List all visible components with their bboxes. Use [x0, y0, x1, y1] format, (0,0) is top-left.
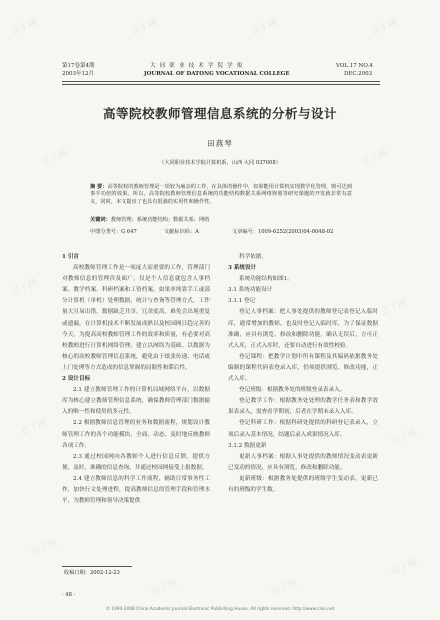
right-plain: 3.1 系统功能设计 [228, 287, 273, 294]
copyright-notice: © 1994-2008 China Academic Journal Electronic Publishing House. All rights reserved. http://www.cnki.net [105, 607, 335, 612]
clc-number: 中图分类号：G 647 [90, 229, 137, 235]
right-para: 更新人事档案：根据人事处提供的教师情况变动表更新已变动的情况，应具有浏览、修改和删除功能。 [228, 453, 378, 471]
header-journal-en: JOURNAL OF DATONG VOCATIONAL COLLEGE [144, 71, 290, 77]
article-number: 文章编号：1009-6252(2003)04-0048-02 [232, 229, 334, 235]
right-para: 登记人事档案：把人事处提供的教师登记表登记入临时库，通常增加的教师，也及时登记入临时库，为了保证数据准确，应具有浏览、修改和删除功能，确认无误后，方可正式入库，正式入库时，还要自动进行有效性校验。 [228, 309, 378, 349]
author-affiliation: （大同职业技术学院计算机系，山西 大同 037008） [159, 160, 281, 166]
right-para: 科学依据。 [239, 254, 267, 260]
header-rule-thin [62, 84, 380, 85]
header-journal-cn: 大 同 职 业 技 术 学 院 学 报 [150, 63, 244, 69]
left-para: 2.1 建立教师管理工作的计算机局域网络平台，以数据库为核心建立教师管理信息系统，确保教师管理部门数据输入的唯一性和使用的多元性。 [62, 387, 210, 416]
left-para: 高校教师管理工作是一项庞大而重要的工作，管理部门对教师信息的管理涉及面广，仅是个人信息就包含人事档案、教学档案、科研档案和工资档案。如果单纯靠手工或部分计算机（单机）处理数据，统计与查询等管理方式，工作量大且易出错，数据缺乏共享，冗余度高，难免会出现重复或遗漏。在计算机技术不断发展成熟以及校园网日趋完善的今天，为提高高校教师管理工作的效率和质量，有必要对高校教师进行计算机网络管理，建立以网络为基础、以数据为核心的高校教师管理信息系统，避免由于纸张传递、电话或上门处理等方式造成的信息掌握的局限性和滞后性。 [62, 265, 210, 371]
watermark-text: 豆丁网 [389, 428, 419, 448]
left-heading: 1 引言 [62, 254, 80, 260]
watermark-text: 豆丁网 [129, 18, 159, 38]
watermark-text: 豆丁网 [9, 18, 39, 38]
left-heading: 2 设计目标 [62, 376, 91, 383]
author-name: 田燕琴 [207, 139, 233, 148]
watermark-text: 豆丁网 [359, 148, 389, 168]
right-para: 系统功能结构如图1。 [239, 276, 293, 283]
right-para: 登记科研工作：根据科研处提供的科研登记表录入，立项后录入基本情况，结题后录入成果情况入库。 [228, 420, 378, 438]
header-rule-thick [62, 81, 380, 82]
article-title: 高等院校教师管理信息系统的分析与设计 [102, 106, 337, 121]
left-para: 2.4 建立教师信息的科学工作流程，辅助日常事务性工作，加快行文处理进程，提高教师信息的管理手段和管理水平，为教师管理和领导决策提供 [62, 475, 210, 505]
footnote-rule [62, 566, 132, 567]
right-para: 登记课程：把教学计划中所有课程及其编码依据教务处编制的课程代码表登录入库，仍须提供浏览、修改功能，正式入库。 [228, 353, 378, 383]
watermark-text: 豆丁网 [149, 578, 179, 598]
document-code: 文献标识码：A [164, 229, 199, 235]
right-heading: 3 系统设计 [228, 265, 257, 272]
watermark-text: 豆丁网 [269, 578, 299, 598]
abstract-label: 摘 要： [90, 184, 108, 190]
header-date-cn: 2003年12月 [62, 71, 94, 77]
page-number: · 48 · [62, 592, 76, 598]
right-plain: 3.1.1 登记 [228, 298, 256, 305]
header-date-en: DEC.2003 [344, 71, 373, 77]
keywords-label: 关键词： [90, 217, 111, 223]
watermark-text: 豆丁网 [9, 278, 39, 298]
left-para: 2.3 通过校园网向各教师个人进行信息反馈，提供方便、及时、准确的信息查询，并通过校园网接受上报数据。 [62, 453, 210, 471]
right-para: 更新班级：根据教务处提供的班级学生变动表，更新已有的班级的学生数。 [228, 475, 378, 493]
right-plain: 3.1.2 数据更新 [228, 442, 267, 449]
abstract-text: 高等院校的教师管理是一项较为麻杂的工作，在具体的操作中，如果能用计算机实现教学化管理，则可达到事半功倍的效果。所以，高等院校教师管理信息系统的功能结构数据关系网络规划等研究课题的开发就非常有意义，同时，本文提出了也具有很强的实用性和操作性。 [90, 184, 352, 205]
right-para: 登记班级：根据教务处的班级登录表录入。 [239, 387, 346, 394]
left-column [62, 252, 210, 507]
right-column [228, 252, 378, 496]
abstract [90, 184, 352, 206]
watermark-text: 豆丁网 [369, 18, 399, 38]
keywords-text: 教师管理；系统功能结构；数据关系；网络 [110, 217, 210, 223]
watermark-text: 豆丁网 [249, 18, 279, 38]
received-date: 收稿日期：2002-12-23 [64, 570, 120, 576]
watermark-text: 豆丁网 [389, 558, 419, 578]
watermark-text: 豆丁网 [19, 418, 49, 438]
header-volume-en: VOL.17 NO.4 [336, 63, 373, 69]
right-para: 登记教学工作：根据教务处处理的教学任务表和教学效果表录入，需查看学期初，后者在学期末录入入库。 [228, 398, 378, 416]
watermark-text: 豆丁网 [39, 148, 69, 168]
watermark-text: 豆丁网 [379, 298, 409, 318]
keywords [90, 217, 352, 224]
watermark-text: 豆丁网 [29, 538, 59, 558]
left-para: 2.2 根据教师信息管理的业务和数据流程，规划设计教师管理工作的各个功能模块，全面、动态、及时地反映教师各项工作。 [62, 420, 210, 449]
header-volume-cn: 第17卷第4期 [62, 63, 95, 69]
